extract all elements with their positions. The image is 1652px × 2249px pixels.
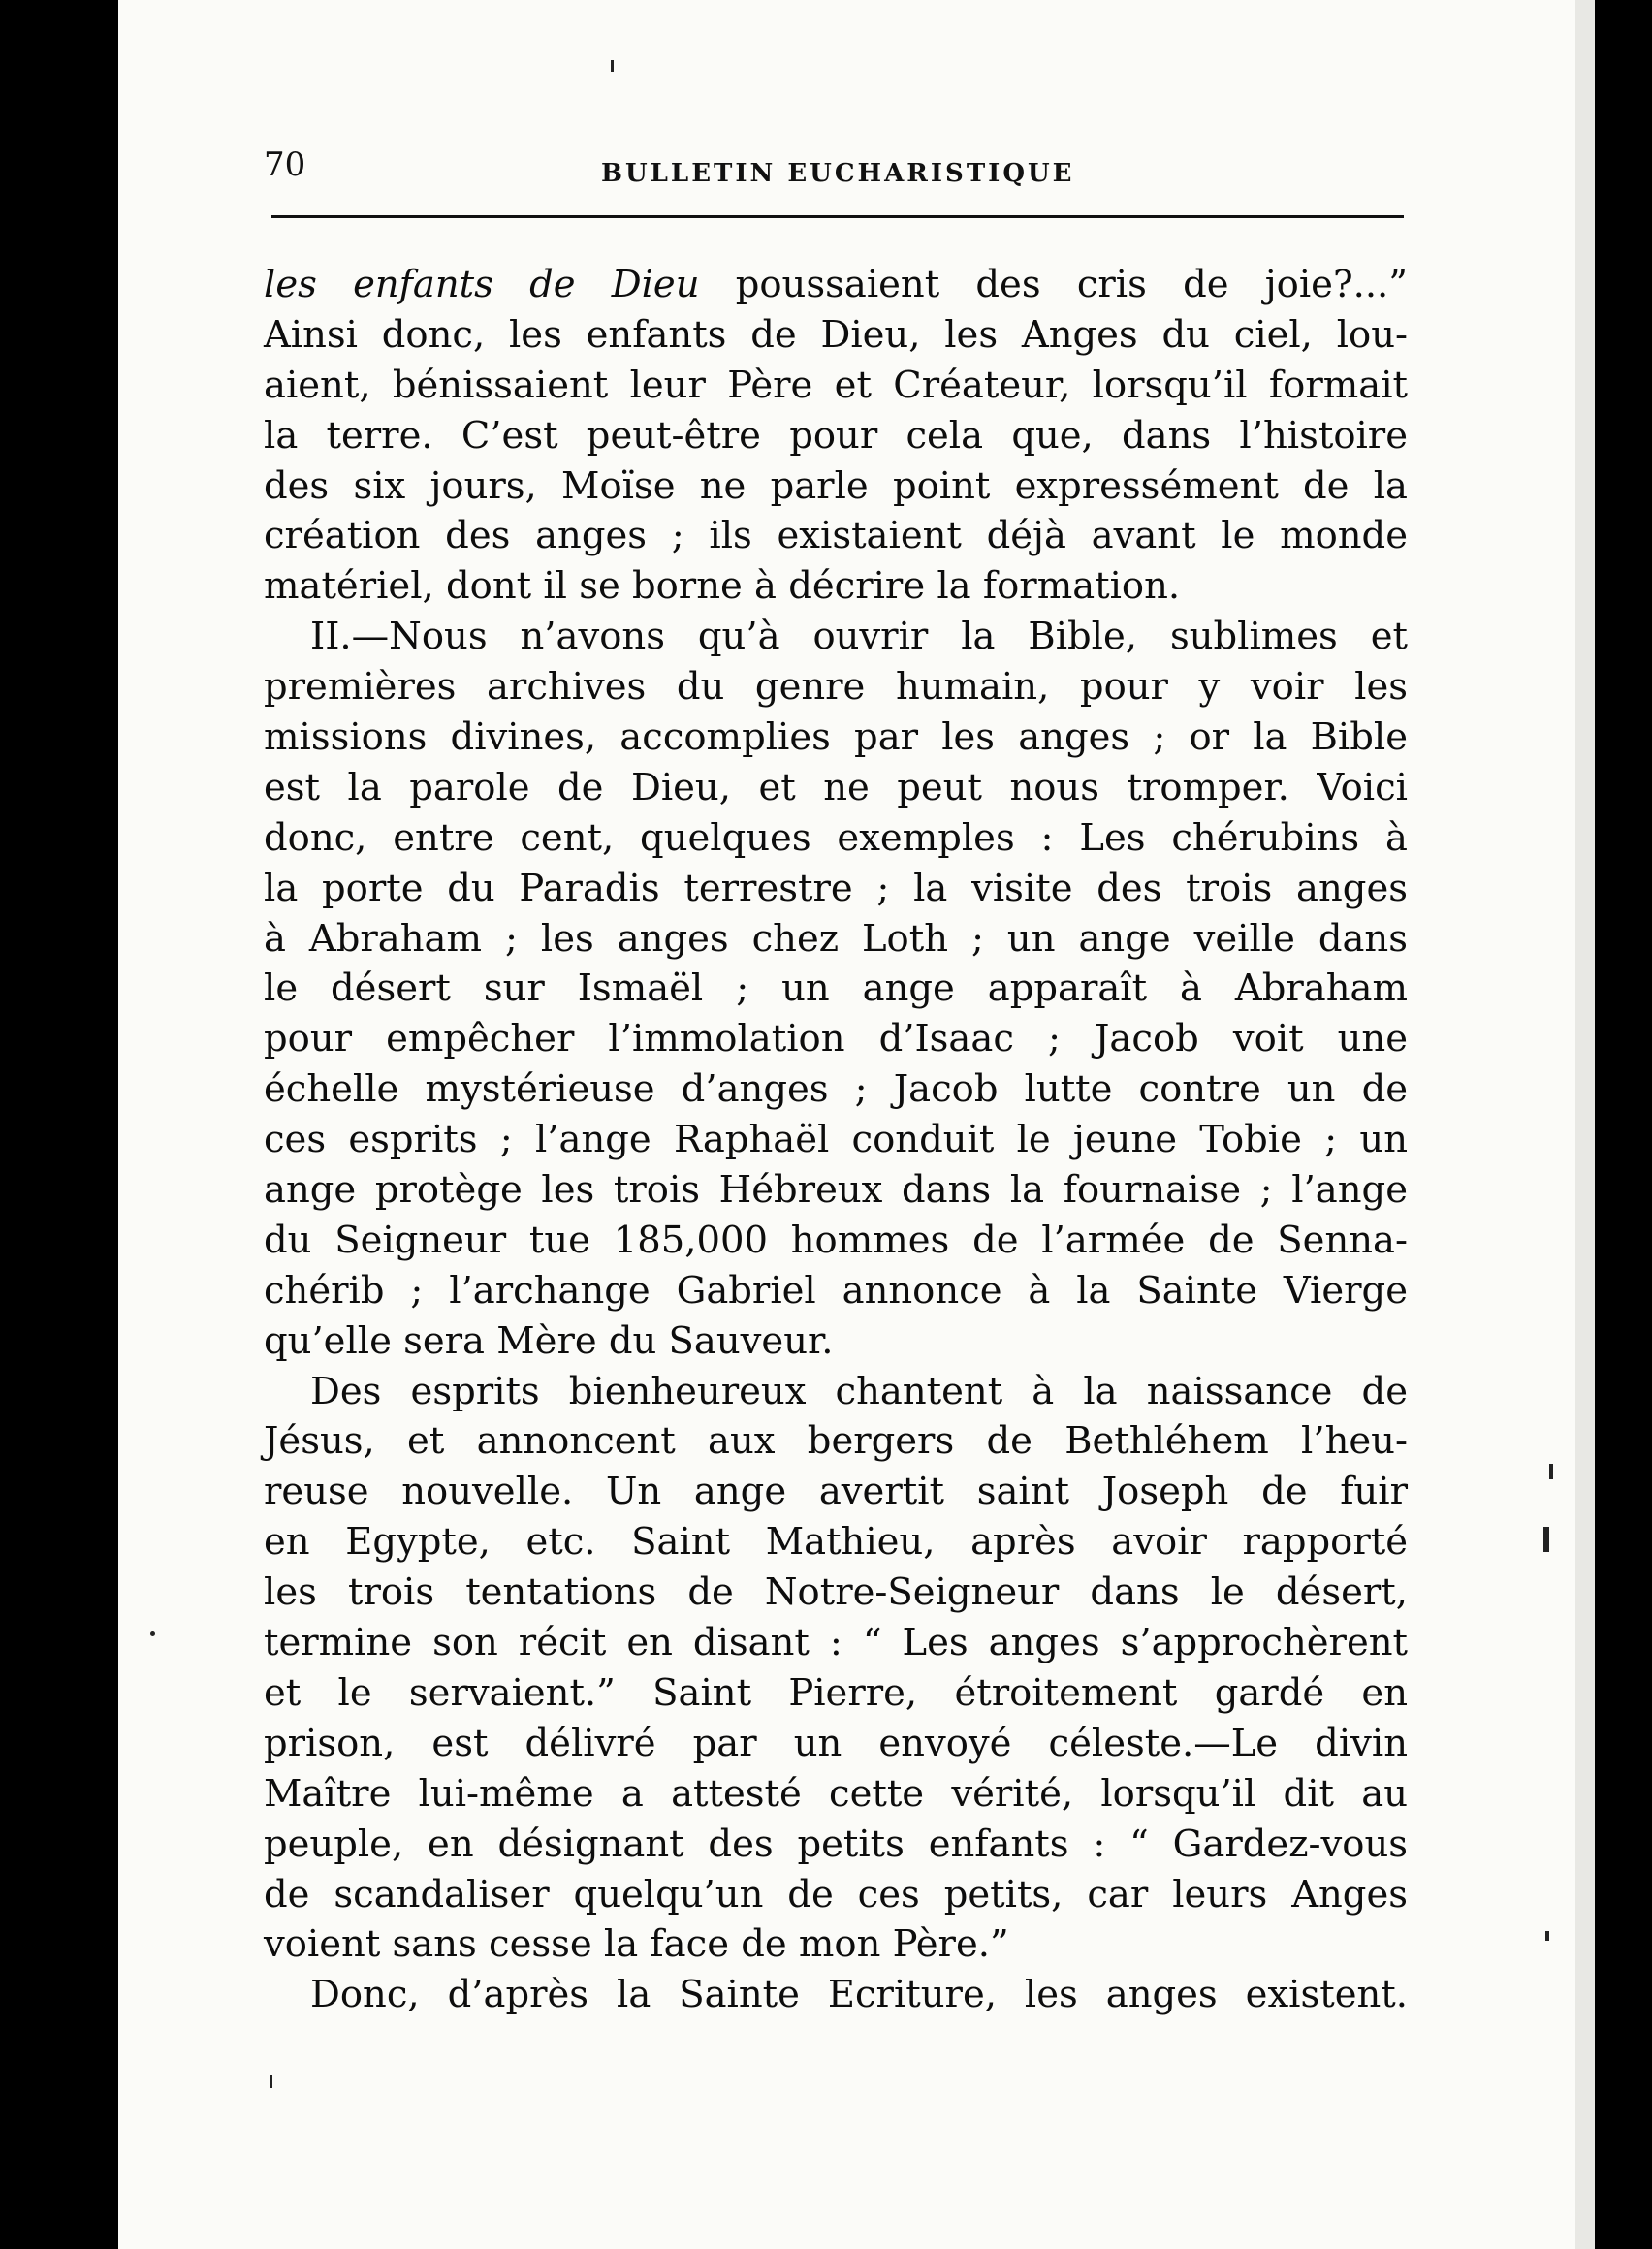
line-text: poussaient des cris de joie?...” <box>699 263 1408 306</box>
line-text: la terre. C’est peut-être pour cela que, dans l’histoire <box>264 413 1408 458</box>
line-text: est la parole de Dieu, et ne peut nous tromper. Voici <box>264 765 1408 809</box>
text-line <box>264 310 1408 361</box>
line-text: Jésus, et annoncent aux bergers de Bethléhem l’heu- <box>264 1419 1408 1464</box>
text-line <box>264 763 1408 813</box>
text-line <box>264 260 1408 310</box>
line-text: missions divines, accomplies par les anges ; or la Bible <box>264 715 1408 760</box>
line-text: création des anges ; ils existaient déjà avant le monde <box>264 514 1408 558</box>
line-text: du Seigneur tue 185,000 hommes de l’armée de Senna- <box>264 1218 1408 1262</box>
text-line <box>264 1115 1408 1165</box>
text-line <box>264 1618 1408 1668</box>
line-text: en Egypte, etc. Saint Mathieu, après avoir rapporté <box>264 1520 1408 1565</box>
scan-speck <box>1549 1464 1553 1479</box>
line-text: Ainsi donc, les enfants de Dieu, les Anges du ciel, lou- <box>264 312 1408 357</box>
line-text: voient sans cesse la face de mon Père.” <box>264 1922 1009 1967</box>
text-line <box>264 864 1408 914</box>
scan-speck <box>1545 1931 1549 1941</box>
text-line <box>264 914 1408 965</box>
text-line <box>264 1014 1408 1064</box>
text-line <box>264 1517 1408 1568</box>
text-line <box>264 713 1408 763</box>
line-text: II.—Nous n’avons qu’à ouvrir la Bible, sublimes et <box>310 615 1408 659</box>
scan-speck <box>150 1631 155 1636</box>
line-text: les trois tentations de Notre-Seigneur dans le désert, <box>264 1570 1408 1615</box>
header-rule <box>271 215 1404 218</box>
line-text: chérib ; l’archange Gabriel annonce à la Sainte Vierge <box>264 1268 1408 1313</box>
text-line <box>264 813 1408 864</box>
line-text: matériel, dont il se borne à décrire la formation. <box>264 564 1181 609</box>
scan-speck <box>270 2075 272 2088</box>
line-text: et le servaient.” Saint Pierre, étroitement gardé en <box>264 1670 1408 1715</box>
text-line <box>264 1316 1408 1367</box>
line-text: des six jours, Moïse ne parle point expressément de la <box>264 463 1408 508</box>
italic-text: les enfants de Dieu <box>264 263 700 306</box>
text-line <box>264 1719 1408 1769</box>
text-line <box>264 561 1408 612</box>
text-line <box>264 1668 1408 1719</box>
line-text: échelle mystérieuse d’anges ; Jacob lutte contre un de <box>264 1067 1408 1112</box>
line-text: termine son récit en disant : “ Les anges s’approchèrent <box>264 1621 1408 1665</box>
text-line <box>264 662 1408 713</box>
line-text: pour empêcher l’immolation d’Isaac ; Jacob voit une <box>264 1017 1408 1061</box>
page-header <box>264 145 1408 194</box>
line-text: la porte du Paradis terrestre ; la visite des trois anges <box>264 866 1408 910</box>
text-line <box>264 1568 1408 1618</box>
line-text: de scandaliser quelqu’un de ces petits, car leurs Anges <box>264 1872 1408 1916</box>
line-text: ces esprits ; l’ange Raphaël conduit le jeune Tobie ; un <box>264 1118 1408 1162</box>
text-line <box>264 1467 1408 1517</box>
text-line <box>264 511 1408 561</box>
page-number: 70 <box>264 145 306 184</box>
text-line <box>264 411 1408 461</box>
line-text: prison, est délivré par un envoyé céleste.—Le divin <box>264 1721 1408 1765</box>
text-line <box>264 361 1408 411</box>
line-text: peuple, en désignant des petits enfants : “ Gardez-vous <box>264 1821 1408 1866</box>
text-line <box>264 1919 1408 1970</box>
text-line <box>264 1416 1408 1467</box>
body-text <box>264 260 1408 2020</box>
text-line <box>264 612 1408 662</box>
text-line <box>264 461 1408 512</box>
line-text: à Abraham ; les anges chez Loth ; un ange veille dans <box>264 916 1408 961</box>
line-text: Maître lui-même a attesté cette vérité, lorsqu’il dit au <box>264 1771 1408 1816</box>
text-line <box>264 1165 1408 1216</box>
line-text: premières archives du genre humain, pour y voir les <box>264 665 1408 710</box>
text-line <box>264 1970 1408 2020</box>
running-title: BULLETIN EUCHARISTIQUE <box>601 159 1075 188</box>
scan-speck <box>611 60 614 72</box>
text-line <box>264 1266 1408 1316</box>
text-line <box>264 1216 1408 1266</box>
text-line <box>264 964 1408 1014</box>
line-text: Donc, d’après la Sainte Ecriture, les anges existent. <box>310 1973 1408 2017</box>
text-line <box>264 1769 1408 1820</box>
line-text: Des esprits bienheureux chantent à la naissance de <box>310 1369 1408 1413</box>
line-text: donc, entre cent, quelques exemples : Les chérubins à <box>264 815 1408 860</box>
line-text: reuse nouvelle. Un ange avertit saint Joseph de fuir <box>264 1470 1408 1514</box>
text-line <box>264 1064 1408 1115</box>
text-line <box>264 1820 1408 1870</box>
line-text: aient, bénissaient leur Père et Créateur, lorsqu’il formait <box>264 363 1408 407</box>
line-text: qu’elle sera Mère du Sauveur. <box>264 1318 834 1363</box>
line-text: le désert sur Ismaël ; un ange apparaît à Abraham <box>264 966 1408 1011</box>
scan-speck <box>1543 1527 1549 1552</box>
line-text: ange protège les trois Hébreux dans la fournaise ; l’ange <box>264 1168 1408 1213</box>
text-line <box>264 1870 1408 1920</box>
page-edge-shadow <box>1575 0 1595 2249</box>
text-line <box>264 1367 1408 1417</box>
